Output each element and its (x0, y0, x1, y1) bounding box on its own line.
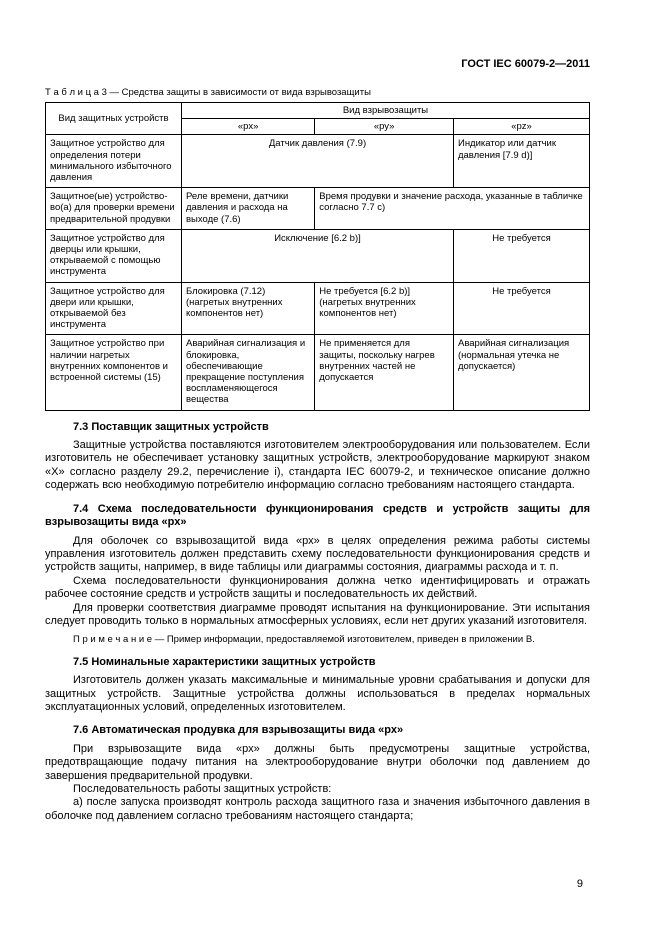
section-7-3-title: 7.3 Поставщик защитных устройств (73, 420, 269, 433)
protection-devices-table (45, 102, 590, 411)
cell-device: Защитное устройство для двери или крышки, открываемой без инструмента (46, 282, 182, 335)
paragraph: Для оболочек со взрывозащитой вида «рх» в целях определения режима работы системы управления изготовитель должен представить схему последовательности функционирования средств и устройств защиты, например, в виде таблицы или диаграммы состояния, диаграммы расхода и т. п. (45, 534, 590, 574)
paragraph: а) после запуска производят контроль расхода защитного газа и значения избыточного давления в оболочке под давлением согласно требованиям настоящего стандарта; (45, 796, 590, 822)
paragraph: Защитные устройства поставляются изготовителем электрооборудования или пользователем. Если изготовитель не обеспечивает установку защитных устройств, электрооборудование маркируют знаком «X» согласно разделу 29.2, перечисление i), стандарта IEC 60079-2, и техническое описание должно содержать всю необходимую потребителю информацию согласно требованиям настоящего стандарта. (45, 439, 590, 492)
paragraph: Схема последовательности функционирования должна четко идентифицировать и отражать рабочее состояние средств и устройств защиты и последовательность их действий. (45, 574, 590, 601)
paragraph: При взрывозащите вида «рх» должны быть предусмотрены защитные устройства, предотвращающие подачу питания на электрооборудование внутри оболочки под давлением до завершения предварительной продувки. (45, 742, 590, 782)
header-cell-py: «ру» (315, 119, 454, 135)
paragraph: Последовательность работы защитных устройств: (73, 783, 332, 795)
table-row (46, 335, 590, 410)
cell-py: Не требуется [6.2 b)] (нагретых внутренних компонентов нет) (315, 282, 454, 335)
note: П р и м е ч а н и е — Пример информации, предоставляемой изготовителем, приведен в приложении В. (73, 634, 535, 646)
cell-px-py: Исключение [6.2 b)] (182, 229, 454, 282)
cell-device: Защитное(ые) устройство-во(а) для проверки времени предварительной продувки (46, 188, 182, 230)
header-cell-pz: «pz» (453, 119, 589, 135)
cell-pz: Не требуется (453, 282, 589, 335)
cell-py-pz: Время продувки и значение расхода, указанные в табличке согласно 7.7 с) (315, 188, 590, 230)
cell-pz: Аварийная сигнализация (нормальная утечка не допускается) (453, 335, 589, 410)
section-7-5-title: 7.5 Номинальные характеристики защитных устройств (73, 655, 376, 668)
section-7-4-title: 7.4 Схема последовательности функционирования средств и устройств защиты для взрывозащиты вида «рх» (45, 502, 590, 529)
table-row (46, 188, 590, 230)
cell-px-py: Датчик давления (7.9) (182, 135, 454, 188)
cell-device: Защитное устройство для определения потери минимального избыточного давления (46, 135, 182, 188)
header-cell-protection-kind: Вид взрывозащиты (182, 103, 590, 119)
cell-pz: Не требуется (453, 229, 589, 282)
cell-px: Блокировка (7.12) (нагретых внутренних компонентов нет) (182, 282, 315, 335)
table-row (46, 229, 590, 282)
cell-py: Не применяется для защиты, поскольку нагрев внутренних частей не допускается (315, 335, 454, 410)
section-7-6-title: 7.6 Автоматическая продувка для взрывозащиты вида «рх» (73, 724, 404, 737)
header-cell-px: «рх» (182, 119, 315, 135)
table-row (46, 282, 590, 335)
paragraph: Изготовитель должен указать максимальные и минимальные уровни срабатывания и допуски для защитных устройств. Защитные устройства должны использоваться в пределах нормальных эксплуатационных условий, определенных изготовителем. (45, 674, 590, 713)
header-cell-device-type: Вид защитных устройств (46, 103, 182, 135)
table-row (46, 135, 590, 188)
paragraph: Для проверки соответствия диаграмме проводят испытания на функционирование. Эти испытания следует проводить только в нормальных атмосферных условиях, если нет других указаний изготовителя. (45, 601, 590, 627)
table-caption: Т а б л и ц а 3 — Средства защиты в зависимости от вида взрывозащиты (45, 87, 371, 98)
cell-pz: Индикатор или датчик давления [7.9 d)] (453, 135, 589, 188)
page-number: 9 (576, 878, 583, 890)
cell-px: Реле времени, датчики давления и расхода на выходе (7.6) (182, 188, 315, 230)
cell-px: Аварийная сигнализация и блокировка, обеспечивающие прекращение поступления воспламеняющегося вещества (182, 335, 315, 410)
doc-number: ГОСТ IEC 60079-2—2011 (461, 58, 590, 70)
table-header-row-1 (46, 103, 590, 119)
cell-device: Защитное устройство для дверцы или крышки, открываемой с помощью инструмента (46, 229, 182, 282)
cell-device: Защитное устройство при наличии нагретых внутренних компонентов и встроенной системы (15) (46, 335, 182, 410)
